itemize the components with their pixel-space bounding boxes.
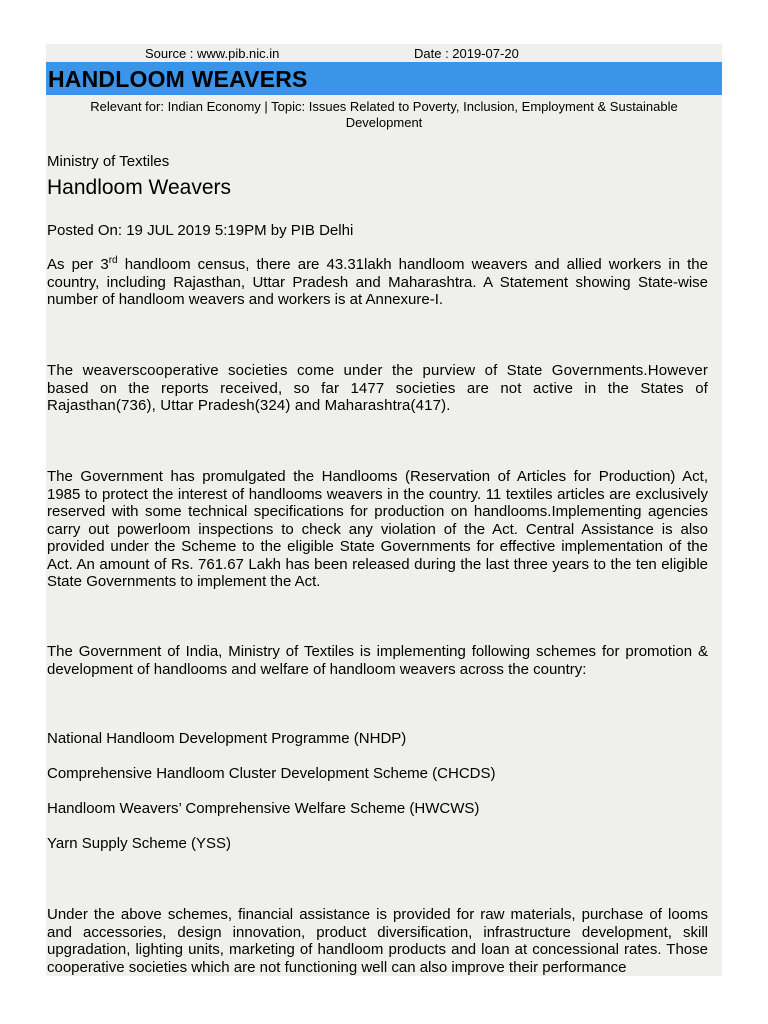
posted-line: Posted On: 19 JUL 2019 5:19PM by PIB Delhi — [47, 222, 354, 239]
date-text: Date : 2019-07-20 — [414, 46, 519, 61]
paragraph-census-start: As per 3 — [47, 256, 109, 273]
relevance-line-2: Development — [345, 115, 423, 130]
document-page — [46, 44, 722, 976]
scheme-item: Comprehensive Handloom Cluster Development Scheme (CHCDS) — [47, 765, 496, 782]
paragraph-societies: The weaverscooperative societies come under the purview of State Governments.However based on the reports received, so far 1477 societies are not active in the States of Rajasthan(736), Uttar Pradesh(324) and Maharashtra(417). — [47, 362, 708, 414]
scheme-item: Handloom Weavers’ Comprehensive Welfare Scheme (HWCWS) — [47, 800, 480, 817]
paragraph-act: The Government has promulgated the Handlooms (Reservation of Articles for Production) Act, 1985 to protect the interest of handlooms weavers in the country. 11 textiles articles are exclusively reserved with some technical specifications for production on handlooms.Implementing agencies carry out powerloom inspections to check any violation of the Act. Central Assistance is also provided under the Scheme to the eligible State Governments for effective implementation of the Act. An amount of Rs. 761.67 Lakh has been released during the last three years to the ten eligible State Governments to implement the Act. — [47, 468, 708, 590]
ministry-name: Ministry of Textiles — [47, 153, 170, 170]
article-title: Handloom Weavers — [47, 176, 232, 199]
paragraph-schemes-intro: The Government of India, Ministry of Textiles is implementing following schemes for promotion & development of handlooms and welfare of handloom weavers across the country: — [47, 643, 708, 678]
source-text: Source : www.pib.nic.in — [145, 46, 280, 61]
paragraph-census-rest: handloom census, there are 43.31lakh handloom weavers and allied workers in the country, including Rajasthan, Uttar Pradesh and Maharashtra. A Statement showing State-wise number of handloom weavers and workers is at Annexure-I. — [47, 256, 708, 308]
source-line — [46, 46, 722, 62]
paragraph-financial-assistance: Under the above schemes, financial assistance is provided for raw materials, purchase of looms and accessories, design innovation, product diversification, infrastructure development, skill upgradation, lighting units, marketing of handloom products and loan at concessional rates. Those cooperative societies which are not functioning well can also improve their performance — [47, 906, 708, 976]
scheme-item: Yarn Supply Scheme (YSS) — [47, 835, 231, 852]
ordinal-superscript: rd — [108, 255, 118, 266]
scheme-item: National Handloom Development Programme (NHDP) — [47, 730, 407, 747]
relevance-line-1: Relevant for: Indian Economy | Topic: Issues Related to Poverty, Inclusion, Employment & Sustainable — [90, 99, 678, 114]
banner-title: HANDLOOM WEAVERS — [48, 66, 308, 92]
title-banner — [46, 62, 722, 95]
paragraph-census — [47, 256, 708, 309]
relevance-line — [46, 99, 722, 131]
